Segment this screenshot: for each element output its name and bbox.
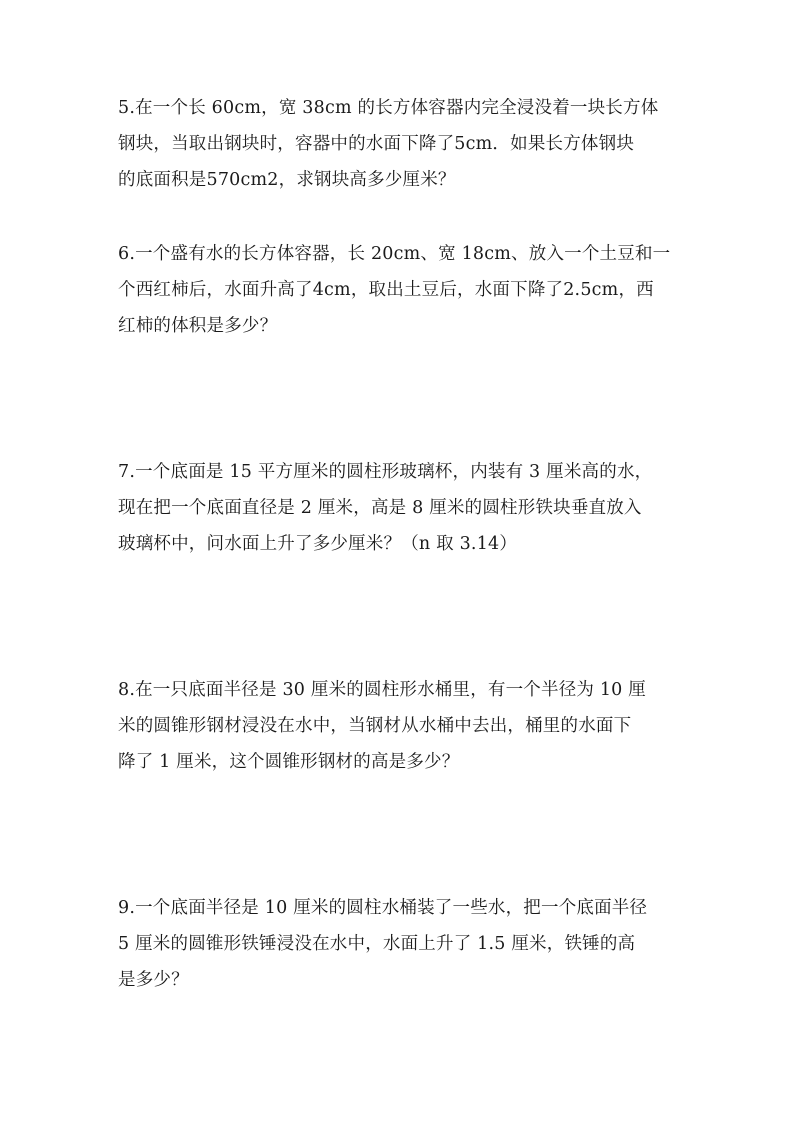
problem-6-line-1: 6.一个盛有水的长方体容器，长 20cm、宽 18cm、放入一个土豆和一: [118, 244, 671, 264]
problem-5-line-2: 钢块，当取出钢块时，容器中的水面下降了5cm．如果长方体钢块: [118, 134, 635, 154]
problem-8: [118, 672, 683, 780]
problem-5-line-1: 5.在一个长 60cm，宽 38cm 的长方体容器内完全浸没着一块长方体: [118, 98, 659, 118]
problem-6-line-3: 红柿的体积是多少？: [118, 316, 278, 336]
problem-6: [118, 236, 683, 344]
problem-6-line-2: 个西红柿后，水面升高了4cm，取出土豆后，水面下降了2.5cm，西: [118, 280, 654, 300]
problem-5: [118, 90, 683, 198]
problem-9-line-3: 是多少？: [118, 970, 189, 990]
problem-9-line-1: 9.一个底面半径是 10 厘米的圆柱水桶装了一些水，把一个底面半径: [118, 898, 648, 918]
problem-8-line-2: 米的圆锥形钢材浸没在水中，当钢材从水桶中去出，桶里的水面下: [118, 716, 632, 736]
problem-7-line-2: 现在把一个底面直径是 2 厘米，高是 8 厘米的圆柱形铁块垂直放入: [118, 498, 642, 518]
problem-7-line-1: 7.一个底面是 15 平方厘米的圆柱形玻璃杯，内装有 3 厘米高的水，: [118, 462, 653, 482]
problem-7: [118, 454, 683, 562]
problem-8-line-1: 8.在一只底面半径是 30 厘米的圆柱形水桶里，有一个半径为 10 厘: [118, 680, 646, 700]
problem-9: [118, 890, 683, 998]
problem-8-line-3: 降了 1 厘米，这个圆锥形钢材的高是多少？: [118, 752, 460, 772]
problem-9-line-2: 5 厘米的圆锥形铁锤浸没在水中，水面上升了 1.5 厘米，铁锤的高: [118, 934, 636, 954]
problem-5-line-3: 的底面积是570cm2，求钢块高多少厘米？: [118, 170, 456, 190]
problem-7-line-3: 玻璃杯中，问水面上升了多少厘米？（n 取 3.14）: [118, 534, 518, 554]
